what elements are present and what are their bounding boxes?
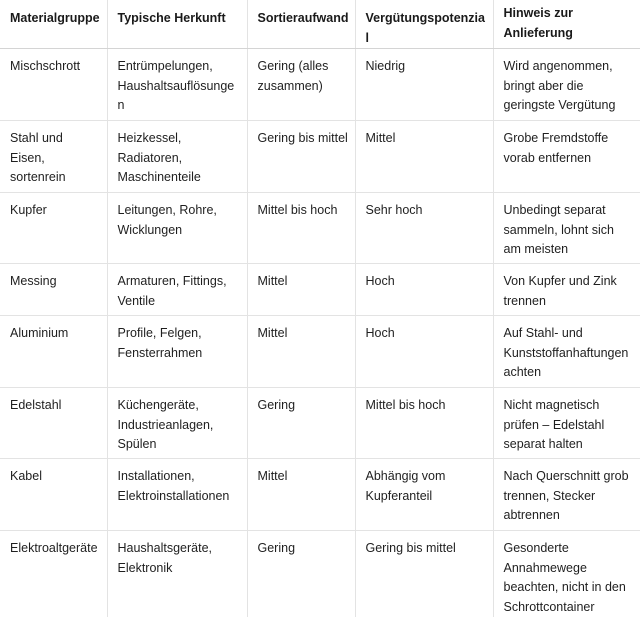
cell-sortieraufwand: Mittel: [247, 264, 355, 316]
cell-sortieraufwand: Gering bis mittel: [247, 121, 355, 193]
cell-materialgruppe: Aluminium: [0, 316, 107, 388]
header-hinweis: Hinweis zur Anlieferung: [493, 0, 640, 49]
cell-materialgruppe: Kupfer: [0, 193, 107, 264]
cell-verguetung: Gering bis mittel: [355, 531, 493, 617]
table-row: [0, 316, 640, 388]
cell-sortieraufwand: Gering: [247, 388, 355, 459]
cell-hinweis: Unbedingt separat sammeln, lohnt sich am meisten: [493, 193, 640, 264]
header-row: [0, 0, 640, 49]
cell-materialgruppe: Elektroaltgeräte: [0, 531, 107, 617]
cell-hinweis: Von Kupfer und Zink trennen: [493, 264, 640, 316]
header-materialgruppe: Materialgruppe: [0, 0, 107, 49]
cell-verguetung: Hoch: [355, 264, 493, 316]
cell-hinweis: Gesonderte Annahmewege beachten, nicht in den Schrottcontainer: [503, 541, 626, 614]
header-herkunft: Typische Herkunft: [107, 0, 247, 49]
cell-herkunft: Leitungen, Rohre, Wicklungen: [107, 193, 247, 264]
cell-hinweis: Grobe Fremdstoffe vorab entfernen: [493, 121, 640, 193]
table-header: [0, 0, 640, 49]
cell-herkunft: Profile, Felgen, Fensterrahmen: [107, 316, 247, 388]
table-row: [0, 121, 640, 193]
table-row: [0, 531, 640, 617]
cell-sortieraufwand: Mittel: [247, 459, 355, 531]
cell-herkunft: Installationen, Elektroinstallationen: [107, 459, 247, 531]
cell-materialgruppe: Edelstahl: [0, 388, 107, 459]
table-row: [0, 49, 640, 121]
cell-materialgruppe: Messing: [0, 264, 107, 316]
cell-materialgruppe: Mischschrott: [0, 49, 107, 121]
cell-sortieraufwand: Mittel: [247, 316, 355, 388]
header-verguetung: Vergütungspotenzial: [355, 0, 493, 49]
table-row: [0, 459, 640, 531]
header-sortieraufwand: Sortieraufwand: [247, 0, 355, 49]
cell-herkunft: Entrümpelungen, Haushaltsauflösungen: [107, 49, 247, 121]
table-row: [0, 264, 640, 316]
cell-verguetung: Mittel: [355, 121, 493, 193]
cell-verguetung: Niedrig: [355, 49, 493, 121]
cell-hinweis: Nach Querschnitt grob trennen, Stecker abtrennen: [493, 459, 640, 531]
table-row: [0, 388, 640, 459]
table-body: [0, 49, 640, 617]
cell-herkunft: Haushaltsgeräte, Elektronik: [107, 531, 247, 617]
cell-verguetung: Sehr hoch: [355, 193, 493, 264]
cell-sortieraufwand: Mittel bis hoch: [247, 193, 355, 264]
cell-verguetung: Abhängig vom Kupferanteil: [355, 459, 493, 531]
cell-hinweis: Nicht magnetisch prüfen – Edelstahl separat halten: [493, 388, 640, 459]
cell-hinweis: Auf Stahl- und Kunststoffanhaftungen achten: [493, 316, 640, 388]
cell-herkunft: Küchengeräte, Industrieanlagen, Spülen: [107, 388, 247, 459]
cell-hinweis: Wird angenommen, bringt aber die geringste Vergütung: [493, 49, 640, 121]
cell-herkunft: Heizkessel, Radiatoren, Maschinenteile: [107, 121, 247, 193]
cell-herkunft: Armaturen, Fittings, Ventile: [107, 264, 247, 316]
cell-verguetung: Mittel bis hoch: [355, 388, 493, 459]
cell-materialgruppe: Stahl und Eisen, sortenrein: [0, 121, 107, 193]
cell-sortieraufwand: Gering: [247, 531, 355, 617]
cell-verguetung: Hoch: [355, 316, 493, 388]
table-row: [0, 193, 640, 264]
cell-sortieraufwand: Gering (alles zusammen): [247, 49, 355, 121]
cell-materialgruppe: Kabel: [0, 459, 107, 531]
